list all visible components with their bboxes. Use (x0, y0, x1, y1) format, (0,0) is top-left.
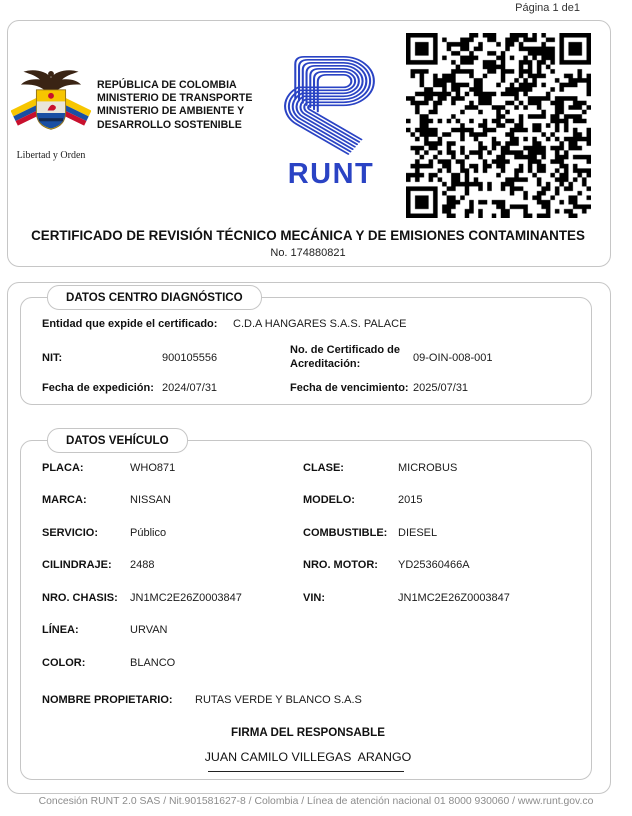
page-number: Página 1 de1 (515, 2, 580, 14)
fecha-expedicion-value: 2024/07/31 (162, 382, 218, 394)
certificate-title: CERTIFICADO DE REVISIÓN TÉCNICO MECÁNICA Y DE EMISIONES CONTAMINANTES (31, 228, 585, 243)
entidad-label: Entidad que expide el certificado: (42, 318, 218, 330)
servicio-label: SERVICIO: (42, 527, 99, 539)
footer-text: Concesión RUNT 2.0 SAS / Nit.901581627-8 / Colombia / Línea de atención nacional 01 8000 930060 / www.runt.gov.co (38, 796, 594, 807)
qr-code (406, 33, 591, 218)
marca-label: MARCA: (42, 494, 87, 506)
nro-chasis-label: NRO. CHASIS: (42, 592, 118, 604)
color-value: BLANCO (130, 657, 176, 669)
placa-value: WHO871 (130, 462, 176, 474)
nro-chasis-value: JN1MC2E26Z0003847 (130, 592, 242, 604)
vehicle-row-servicio (0, 527, 632, 541)
vehicle-row-linea (0, 624, 632, 638)
vehicle-row-color (0, 657, 632, 671)
clase-label: CLASE: (303, 462, 344, 474)
runt-wordmark: RUNT (287, 158, 375, 190)
vehicle-row-cilindraje (0, 559, 632, 573)
nro-motor-value: YD25360466A (398, 559, 470, 571)
modelo-value: 2015 (398, 494, 423, 506)
signature-name: JUAN CAMILO VILLEGAS ARANGO (204, 750, 412, 764)
entidad-value: C.D.A HANGARES S.A.S. PALACE (233, 318, 407, 330)
vin-value: JN1MC2E26Z0003847 (398, 592, 510, 604)
nro-motor-label: NRO. MOTOR: (303, 559, 378, 571)
vin-label: VIN: (303, 592, 325, 604)
vehicle-row-chasis (0, 592, 632, 606)
ministry-line: MINISTERIO DE TRANSPORTE (97, 92, 253, 105)
linea-label: LÍNEA: (42, 624, 79, 636)
certificate-number: No. 174880821 (270, 247, 346, 259)
section-datos-vehiculo-title: DATOS VEHÍCULO (47, 428, 188, 453)
signature-line (208, 771, 404, 772)
section-datos-centro-title: DATOS CENTRO DIAGNÓSTICO (47, 285, 262, 310)
acreditacion-value: 09-OIN-008-001 (413, 352, 493, 364)
acreditacion-label: No. de Certificado de Acreditación: (290, 344, 401, 370)
color-label: COLOR: (42, 657, 86, 669)
propietario-value: RUTAS VERDE Y BLANCO S.A.S (195, 694, 362, 706)
coat-of-arms-caption: Libertad y Orden (16, 150, 86, 161)
linea-value: URVAN (130, 624, 168, 636)
combustible-value: DIESEL (398, 527, 438, 539)
nit-value: 900105556 (162, 352, 218, 364)
modelo-label: MODELO: (303, 494, 355, 506)
vehicle-row-marca (0, 494, 632, 508)
vehicle-row-placa (0, 462, 632, 476)
placa-label: PLACA: (42, 462, 84, 474)
fecha-vencimiento-label: Fecha de vencimiento: (290, 382, 409, 394)
signature-title: FIRMA DEL RESPONSABLE (231, 726, 385, 739)
combustible-label: COMBUSTIBLE: (303, 527, 388, 539)
ministry-line: MINISTERIO DE AMBIENTE Y (97, 105, 245, 118)
nit-label: NIT: (42, 352, 63, 364)
servicio-value: Público (130, 527, 167, 539)
marca-value: NISSAN (130, 494, 171, 506)
ministry-line: DESARROLLO SOSTENIBLE (97, 118, 242, 131)
colombia-coat-of-arms-icon (11, 64, 91, 155)
propietario-label: NOMBRE PROPIETARIO: (42, 694, 173, 706)
fecha-expedicion-label: Fecha de expedición: (42, 382, 154, 394)
clase-value: MICROBUS (398, 462, 458, 474)
ministry-text-block (97, 79, 252, 132)
fecha-vencimiento-value: 2025/07/31 (413, 382, 469, 394)
cilindraje-value: 2488 (130, 559, 155, 571)
runt-logo-icon (281, 54, 381, 163)
ministry-line: REPÚBLICA DE COLOMBIA (97, 79, 237, 91)
cilindraje-label: CILINDRAJE: (42, 559, 112, 571)
